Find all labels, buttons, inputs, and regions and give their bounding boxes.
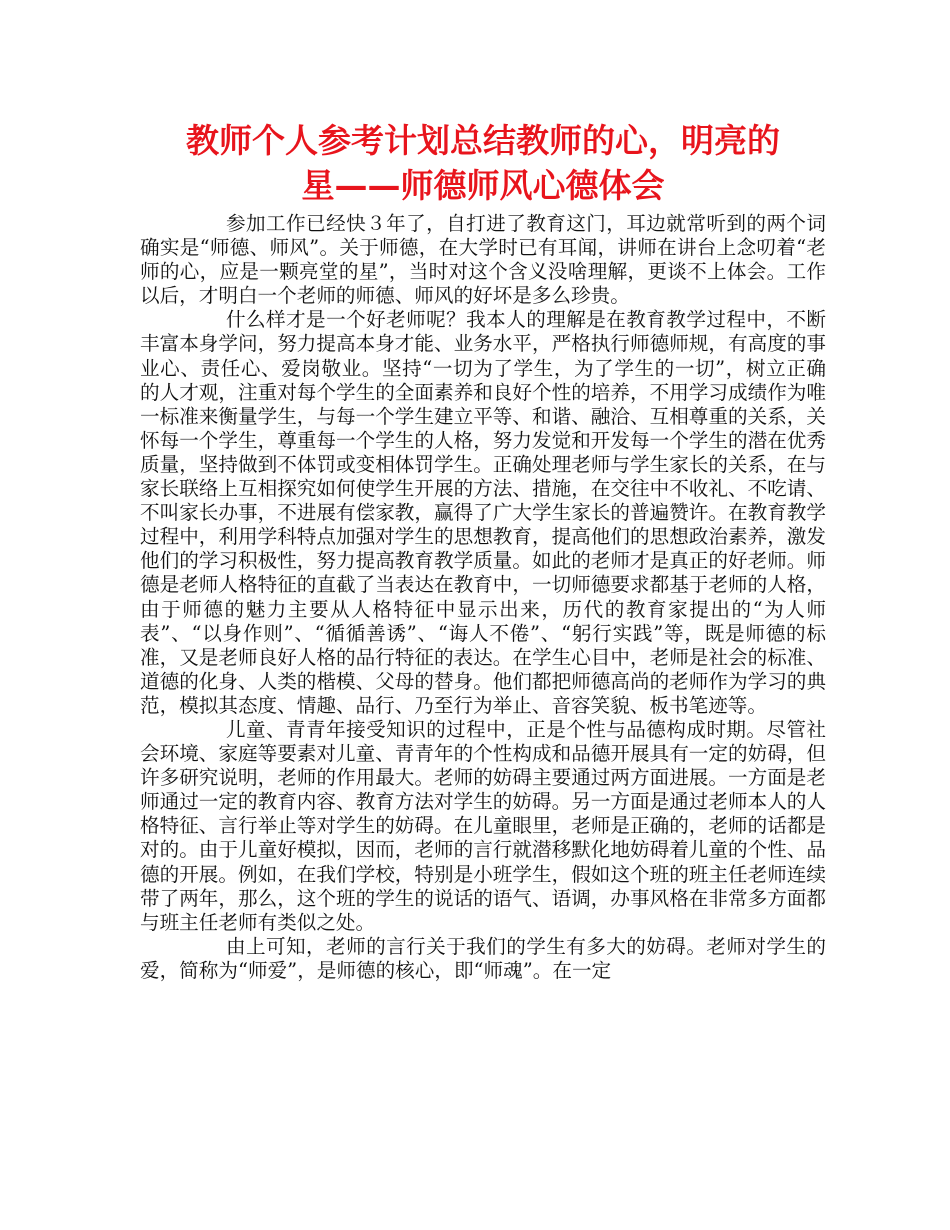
document-page (140, 118, 826, 983)
title-line-1: 教师个人参考计划总结教师的心，明亮的 (186, 121, 780, 160)
title-line-2: 星——师德师风心德体会 (301, 166, 665, 205)
document-title (140, 118, 826, 208)
paragraph-4: 由上可知，老师的言行关于我们的学生有多大的妨碍。老师对学生的爱，简称为“师爱”，是师德的核心，即“师魂”。在一定 (140, 934, 826, 982)
document-body (140, 212, 826, 983)
paragraph-1: 参加工作已经快３年了，自打进了教育这门，耳边就常听到的两个词确实是“师德、师风”。关于师德，在大学时已有耳闻，讲师在讲台上念叨着“老师的心，应是一颗亮堂的星”，当时对这个含义没啥理解，更谈不上体会。工作以后，才明白一个老师的师德、师风的好坏是多么珍贵。 (140, 212, 826, 308)
paragraph-3: 儿童、青青年接受知识的过程中，正是个性与品德构成时期。尽管社会环境、家庭等要素对儿童、青青年的个性构成和品德开展具有一定的妨碍，但许多研究说明，老师的作用最大。老师的妨碍主要通过两方面进展。一方面是老师通过一定的教育内容、教育方法对学生的妨碍。另一方面是通过老师本人的人格特征、言行举止等对学生的妨碍。在儿童眼里，老师是正确的，老师的话都是对的。由于儿童好模拟，因而，老师的言行就潜移默化地妨碍着儿童的个性、品德的开展。例如，在我们学校，特别是小班学生，假如这个班的班主任老师连续带了两年，那么，这个班的学生的说话的语气、语调，办事风格在非常多方面都与班主任老师有类似之处。 (140, 717, 826, 934)
paragraph-2: 什么样才是一个好老师呢？我本人的理解是在教育教学过程中，不断丰富本身学问，努力提高本身才能、业务水平，严格执行师德师规，有高度的事业心、责任心、爱岗敬业。坚持“一切为了学生，为了学生的一切”，树立正确的人才观，注重对每个学生的全面素养和良好个性的培养，不用学习成绩作为唯一标准来衡量学生，与每一个学生建立平等、和谐、融洽、互相尊重的关系，关怀每一个学生，尊重每一个学生的人格，努力发觉和开发每一个学生的潜在优秀质量，坚持做到不体罚或变相体罚学生。正确处理老师与学生家长的关系，在与家长联络上互相探究如何使学生开展的方法、措施，在交往中不收礼、不吃请、不叫家长办事，不进展有偿家教，赢得了广大学生家长的普遍赞许。在教育教学过程中，利用学科特点加强对学生的思想教育，提高他们的思想政治素养，激发他们的学习积极性，努力提高教育教学质量。如此的老师才是真正的好老师。师德是老师人格特征的直截了当表达在教育中，一切师德要求都基于老师的人格，由于师德的魅力主要从人格特征中显示出来，历代的教育家提出的“为人师表”、“以身作则”、“循循善诱”、“诲人不倦”、“躬行实践”等，既是师德的标准，又是老师良好人格的品行特征的表达。在学生心目中，老师是社会的标准、道德的化身、人类的楷模、父母的替身。他们都把师德高尚的老师作为学习的典范，模拟其态度、情趣、品行、乃至行为举止、音容笑貌、板书笔迹等。 (140, 308, 826, 717)
